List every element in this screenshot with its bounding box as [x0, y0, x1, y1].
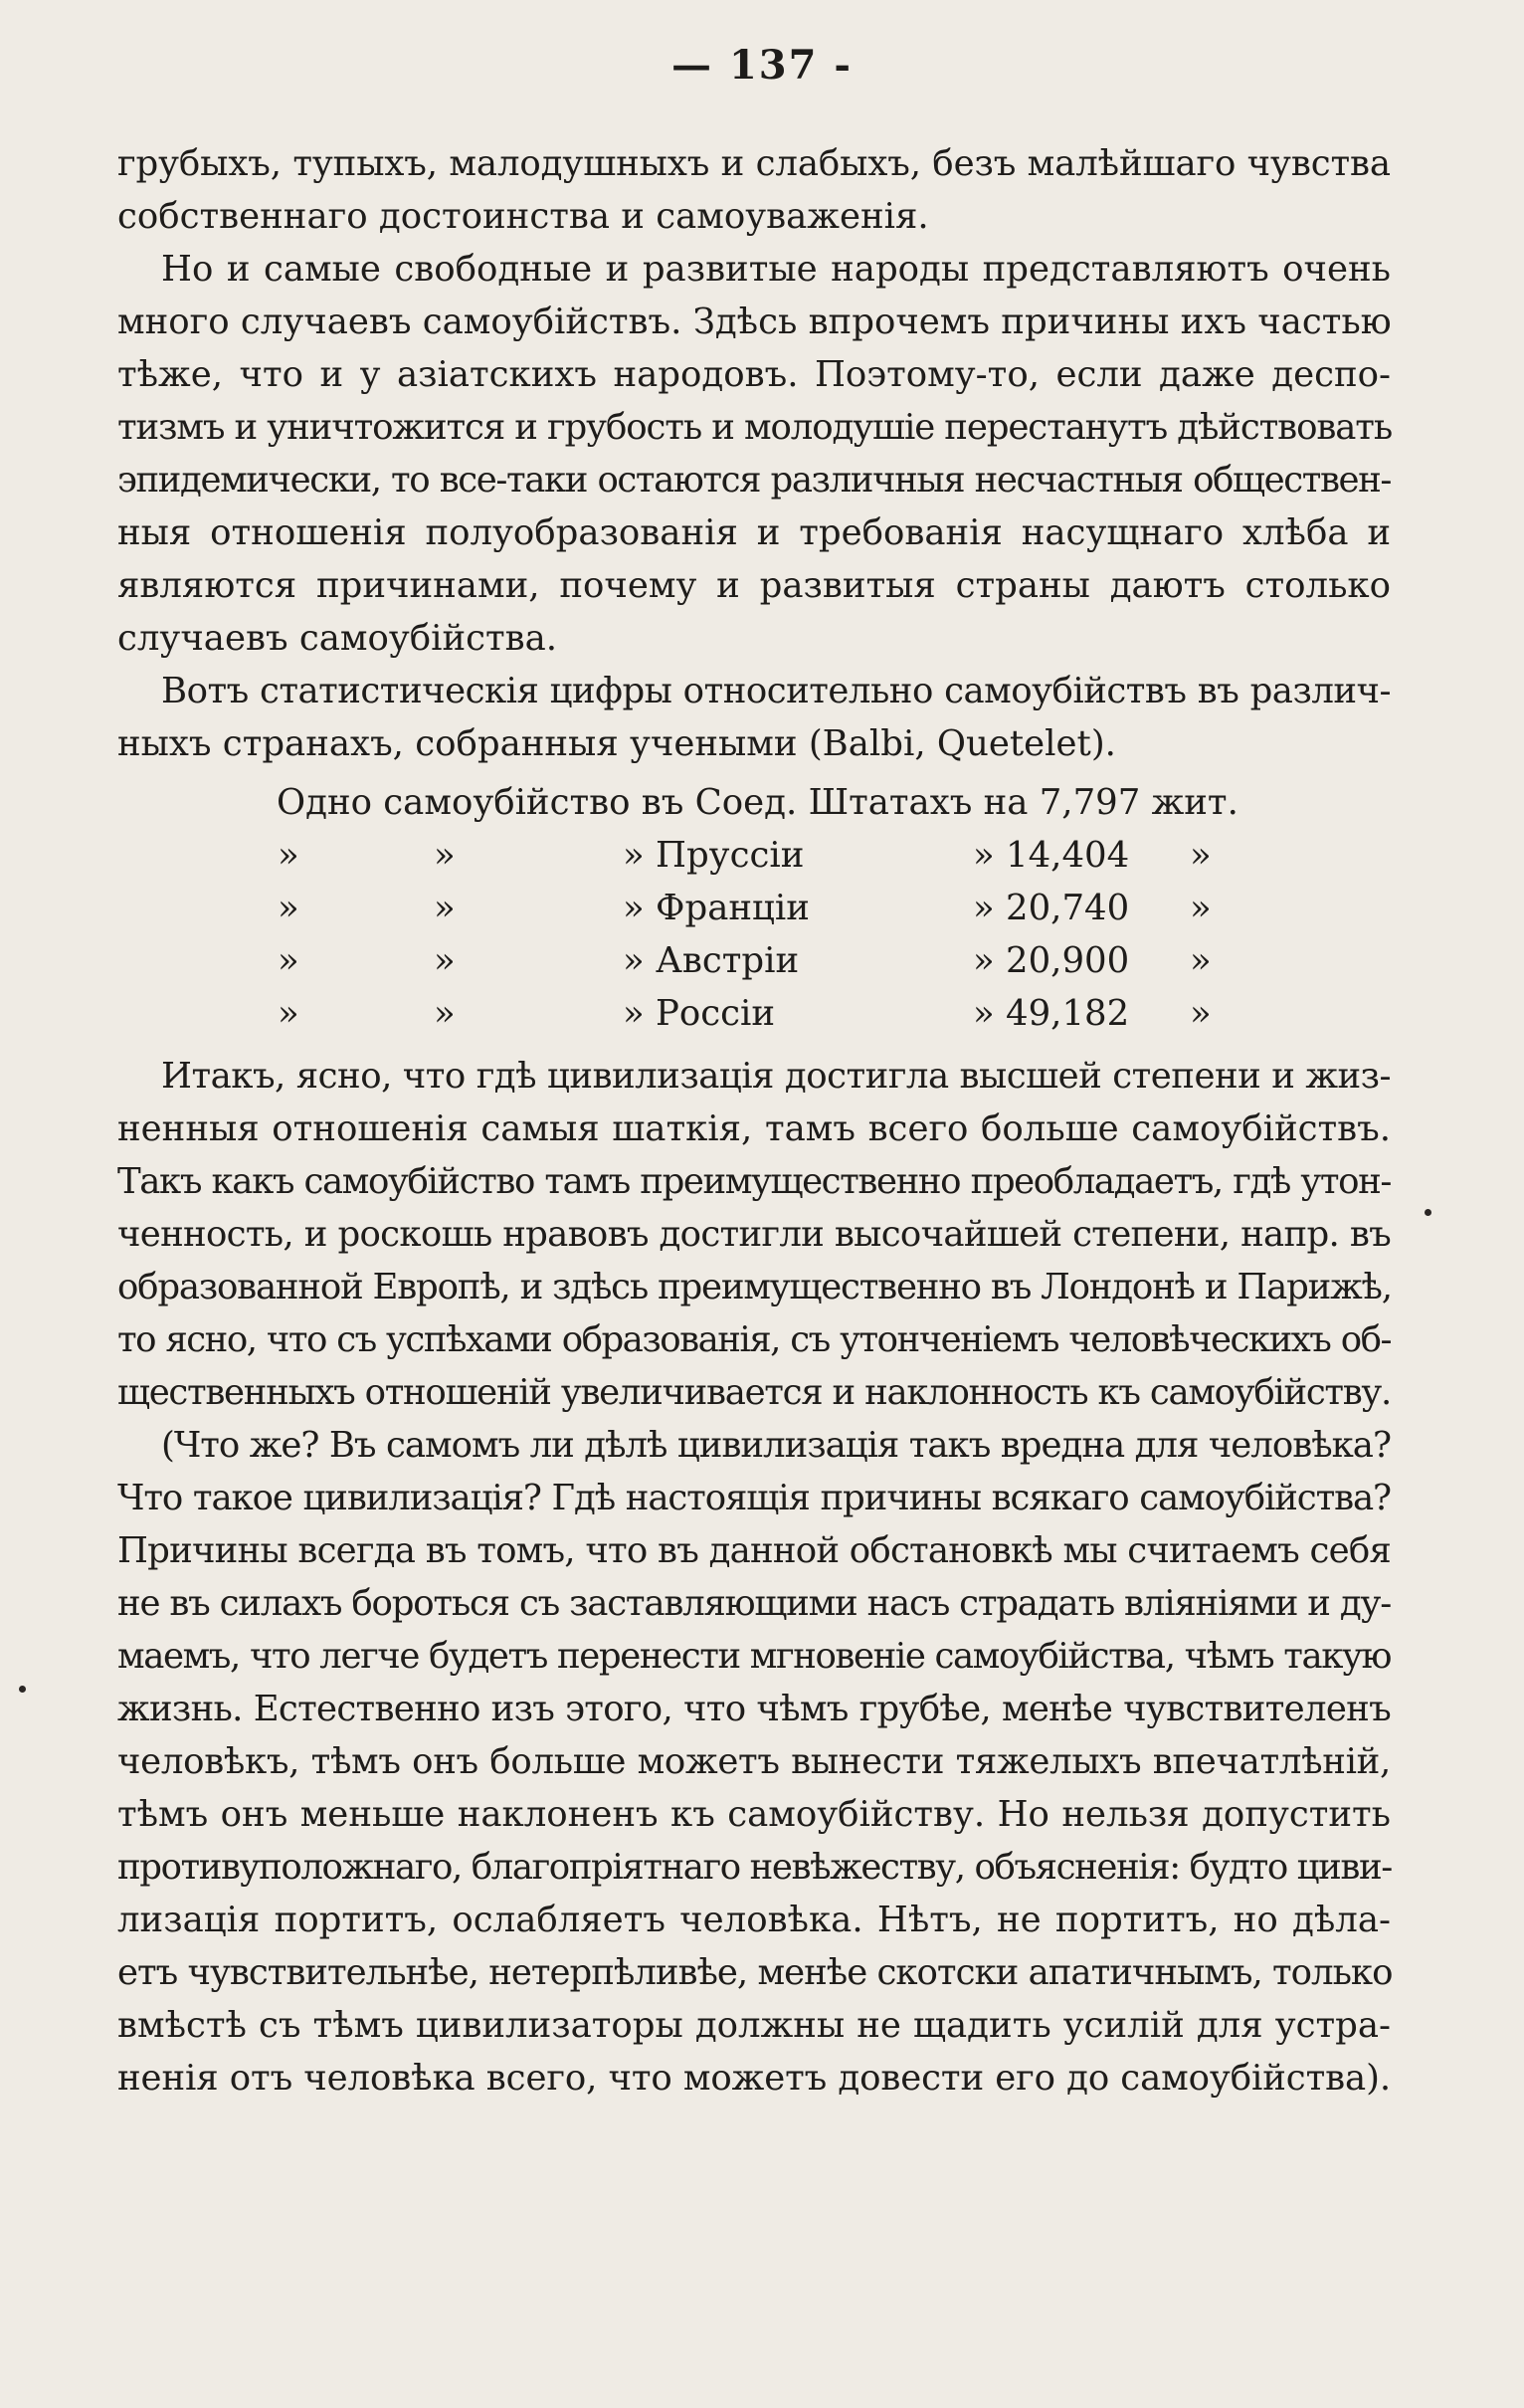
paragraph-4 [117, 1050, 1391, 1419]
text-line: противуположнаго, благопріятнаго невѣжеству, объясненія: будто циви- [117, 1847, 1392, 1888]
text-line: являются причинами, почему и развитыя страны даютъ столько [117, 565, 1391, 606]
ditto-mark: » [278, 940, 299, 981]
text-line: не въ силахъ бороться съ заставляющими насъ страдать вліяніями и ду- [117, 1583, 1391, 1624]
text-line: тизмъ и уничтожится и грубость и молодушіе перестанутъ дѣйствовать [117, 407, 1393, 448]
ditto-mark: » [1190, 993, 1212, 1034]
table-row [117, 829, 1391, 882]
text-line: ныхъ странахъ, собранныя учеными (Balbi, Quetelet). [117, 723, 1116, 764]
country-cell: » Франціи [623, 888, 810, 928]
text-line: вмѣстѣ съ тѣмъ цивилизаторы должны не щадить усилій для устра- [117, 2005, 1391, 2046]
text-line: человѣкъ, тѣмъ онъ больше можетъ вынести тяжелыхъ впечатлѣній, [117, 1741, 1391, 1782]
table-header: Одно самоубійство въ Соед. Штатахъ на 7,797 жит. [277, 782, 1238, 823]
paragraph-2 [117, 243, 1391, 665]
body-text [117, 137, 1391, 2105]
ditto-mark: » [1190, 940, 1212, 981]
text-line: маемъ, что легче будетъ перенести мгновеніе самоубійства, чѣмъ такую [117, 1636, 1391, 1677]
paragraph-3 [117, 665, 1391, 770]
country-cell: » Австріи [623, 940, 800, 981]
paragraph-5 [117, 1419, 1391, 2105]
text-line: образованной Европѣ, и здѣсь преимущественно въ Лондонѣ и Парижѣ, [117, 1267, 1392, 1307]
statistics-table [117, 776, 1391, 1040]
country-cell: » Пруссіи [623, 835, 805, 876]
text-line: Вотъ статистическія цифры относительно самоубійствъ въ различ- [161, 671, 1391, 711]
text-line: много случаевъ самоубійствъ. Здѣсь впрочемъ причины ихъ частью [117, 301, 1392, 342]
page-number: — 137 - [671, 42, 853, 89]
table-row [117, 882, 1391, 934]
country-cell: » Россіи [623, 993, 776, 1034]
text-line: жизнь. Естественно изъ этого, что чѣмъ грубѣе, менѣе чувствителенъ [117, 1689, 1391, 1729]
ink-speck [1425, 1209, 1431, 1216]
text-line: ченность, и роскошь нравовъ достигли высочайшей степени, напр. въ [117, 1214, 1391, 1255]
text-line: собственнаго достоинства и самоуваженія. [117, 196, 929, 237]
table-row [117, 987, 1391, 1040]
text-line: случаевъ самоубійства. [117, 618, 558, 659]
text-line: то ясно, что съ успѣхами образованія, съ утонченіемъ человѣческихъ об- [117, 1319, 1391, 1360]
text-line: (Что же? Въ самомъ ли дѣлѣ цивилизація такъ вредна для человѣка? [161, 1425, 1391, 1466]
text-line: Но и самые свободные и развитые народы представляютъ очень [161, 249, 1391, 290]
ink-speck [19, 1686, 26, 1693]
ditto-mark: » [278, 993, 299, 1034]
text-line: лизація портитъ, ослабляетъ человѣка. Нѣтъ, не портитъ, но дѣла- [117, 1900, 1391, 1940]
ditto-mark: » [434, 940, 456, 981]
text-line: Такъ какъ самоубійство тамъ преимущественно преобладаетъ, гдѣ утон- [117, 1161, 1391, 1202]
ditto-mark: » [434, 993, 456, 1034]
value-cell: » 20,740 [973, 888, 1130, 928]
value-cell: » 49,182 [973, 993, 1130, 1034]
ditto-mark: » [278, 888, 299, 928]
ditto-mark: » [278, 835, 299, 876]
text-line: ныя отношенія полуобразованія и требованія насущнаго хлѣба и [117, 512, 1391, 553]
text-line: ненія отъ человѣка всего, что можетъ довести его до самоубійства). [117, 2058, 1392, 2099]
text-line: тѣмъ онъ меньше наклоненъ къ самоубійству. Но нельзя допустить [117, 1794, 1391, 1835]
text-line: тѣже, что и у азіатскихъ народовъ. Поэтому-то, если даже деспо- [117, 354, 1391, 395]
text-line: ненныя отношенія самыя шаткія, тамъ всего больше самоубійствъ. [117, 1108, 1391, 1149]
text-line: Причины всегда въ томъ, что въ данной обстановкѣ мы считаемъ себя [117, 1530, 1391, 1571]
text-line: щественныхъ отношеній увеличивается и наклонность къ самоубійству. [117, 1372, 1391, 1413]
paragraph-1 [117, 137, 1391, 243]
text-line: етъ чувствительнѣе, нетерпѣливѣе, менѣе скотски апатичнымъ, только [117, 1952, 1393, 1993]
table-row [117, 934, 1391, 987]
text-line: эпидемически, то все-таки остаются различныя несчастныя обществен- [117, 460, 1391, 501]
ditto-mark: » [434, 835, 456, 876]
table-header-row [117, 776, 1391, 829]
value-cell: » 14,404 [973, 835, 1130, 876]
ditto-mark: » [434, 888, 456, 928]
text-line: Что такое цивилизація? Гдѣ настоящія причины всякаго самоубійства? [117, 1478, 1391, 1518]
text-line: грубыхъ, тупыхъ, малодушныхъ и слабыхъ, безъ малѣйшаго чувства [117, 143, 1391, 184]
text-line: Итакъ, ясно, что гдѣ цивилизація достигла высшей степени и жиз- [161, 1056, 1391, 1097]
ditto-mark: » [1190, 888, 1212, 928]
value-cell: » 20,900 [973, 940, 1130, 981]
ditto-mark: » [1190, 835, 1212, 876]
